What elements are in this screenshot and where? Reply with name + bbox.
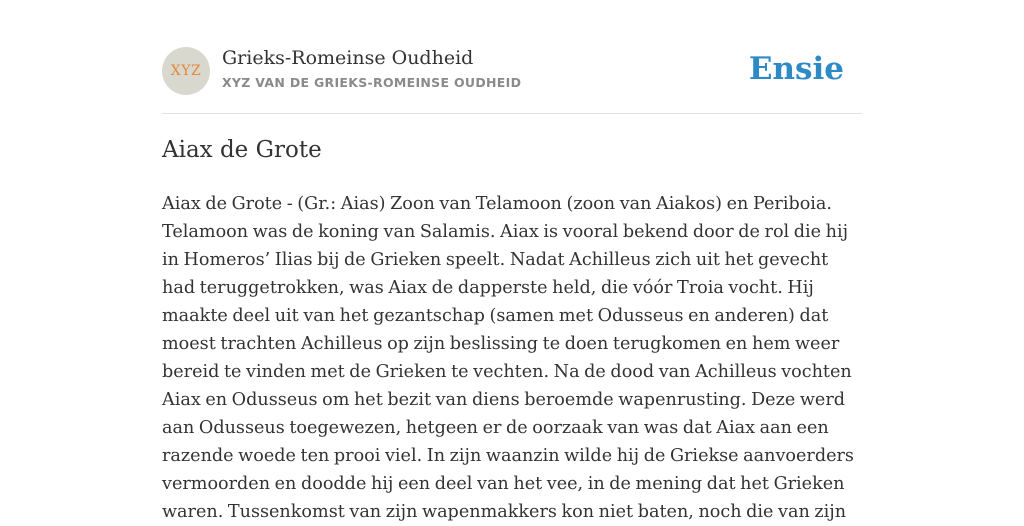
article-body: Aiax de Grote - (Gr.: Aias) Zoon van Telamoon (zoon van Aiakos) en Periboia. Telamoon was de koning van Salamis. Aiax is vooral bekend door de rol die hij in Homeros’ Ilias bij de Grieken speelt. Nadat Achilleus zich uit het gevecht had teruggetrokken, was Aiax de dapperste held, die vóór Troia vocht. Hij maakte deel uit van het gezantschap (samen met Odusseus en anderen) dat moest trachten Achilleus op zijn beslissing te doen terugkomen en hem weer bereid te vinden met de Grieken te vechten. Na de dood van Achilleus vochten Aiax en Odusseus om het bezit van diens beroemde wapenrusting. Deze werd aan Odusseus toegewezen, hetgeen er de oorzaak van was dat Aiax aan een razende woede ten prooi viel. In zijn waanzin wilde hij de Griekse aanvoerders vermoorden en doodde hij een deel van het vee, in de mening dat het Grieken waren. Tussenkomst van zijn wapenmakkers kon niet baten, noch die van zijn [162, 194, 854, 522]
source-header [162, 47, 862, 95]
ensie-logo-link[interactable]: Ensie [748, 51, 844, 87]
avatar[interactable]: XYZ [162, 47, 210, 95]
page-title: Aiax de Grote [162, 137, 322, 163]
header-divider [162, 113, 862, 114]
source-title[interactable]: Grieks-Romeinse Oudheid [222, 47, 474, 69]
source-subtitle: XYZ VAN DE GRIEKS-ROMEINSE OUDHEID [222, 75, 522, 90]
